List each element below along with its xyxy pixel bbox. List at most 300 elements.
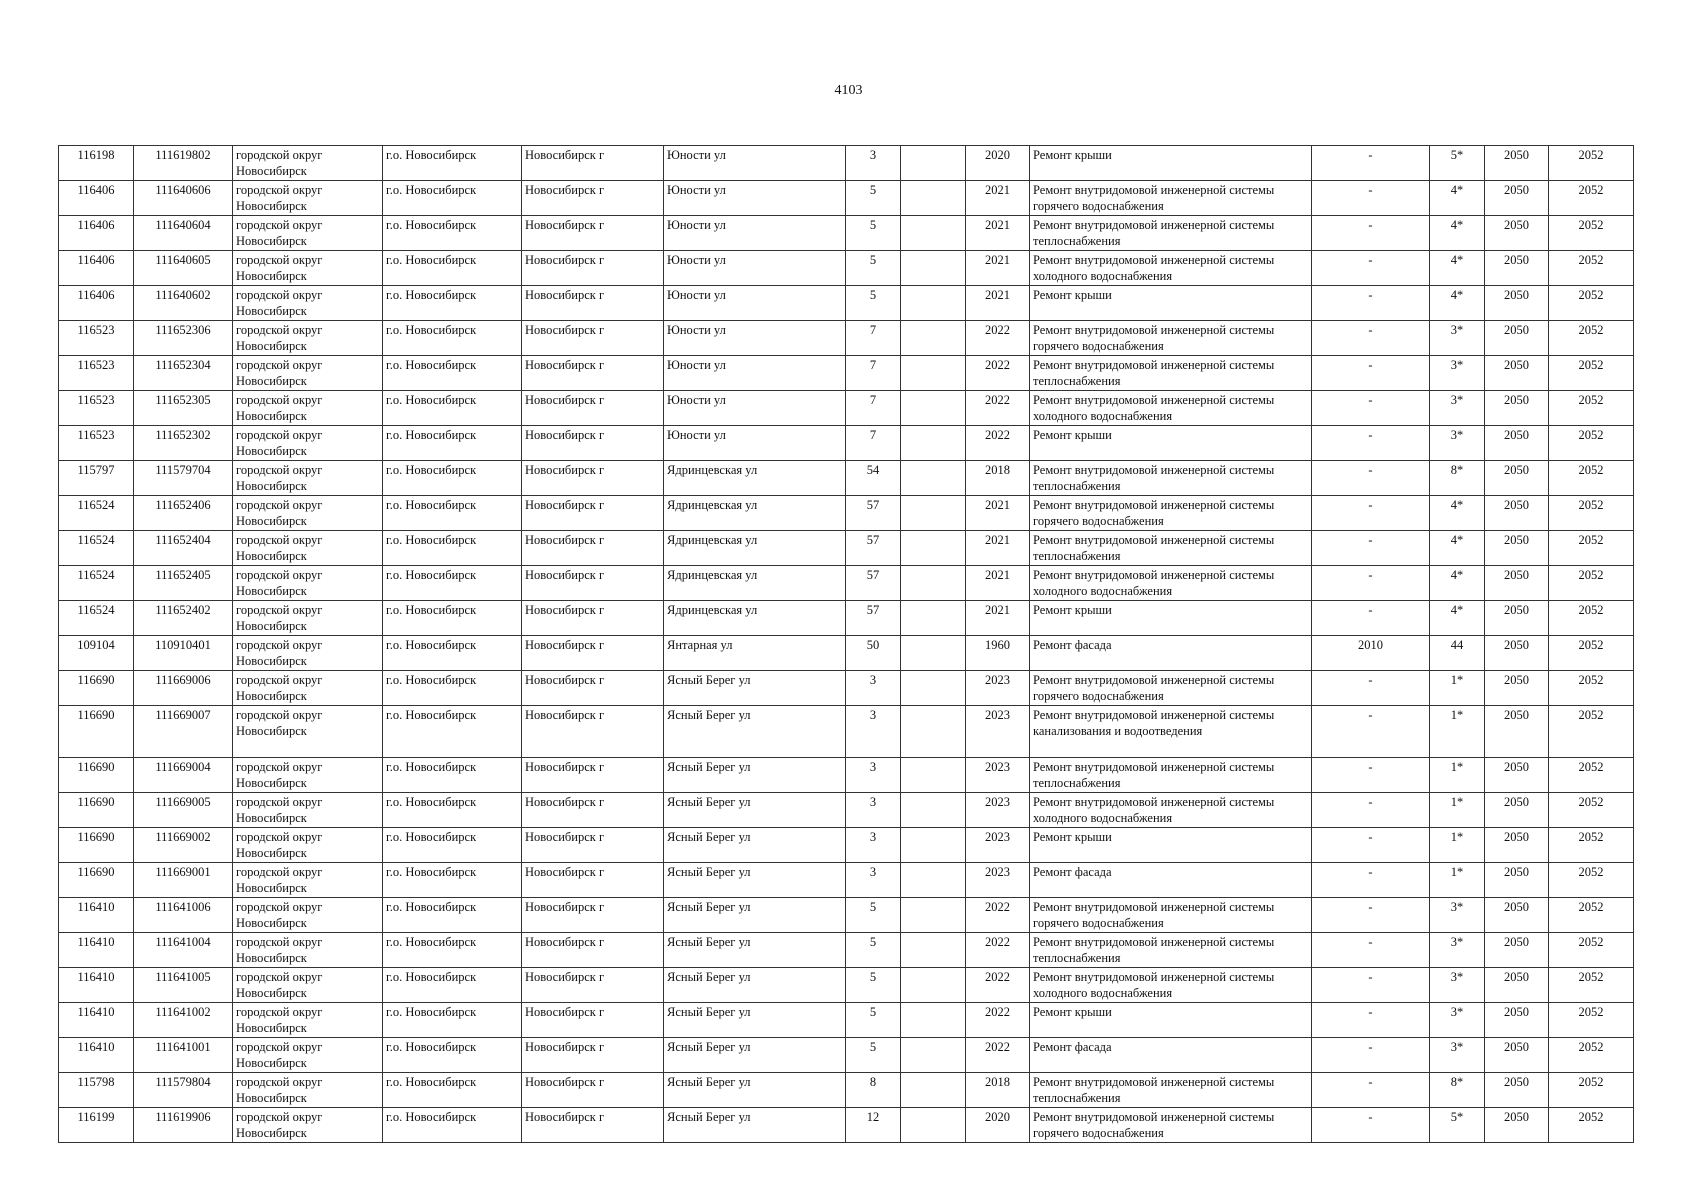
cell-municipal-district: г.о. Новосибирск xyxy=(383,461,522,496)
table-row xyxy=(59,391,1634,426)
cell-municipality: городской округ Новосибирск xyxy=(233,706,383,758)
cell-municipal-district: г.о. Новосибирск xyxy=(383,828,522,863)
cell-record-id: 116523 xyxy=(59,426,134,461)
cell-last-repair-year: - xyxy=(1312,321,1430,356)
cell-plan-start-year: 2050 xyxy=(1485,601,1549,636)
cell-record-id: 116524 xyxy=(59,496,134,531)
cell-settlement: Новосибирск г xyxy=(522,1038,664,1073)
cell-street: Ядринцевская ул xyxy=(664,461,846,496)
cell-municipal-district: г.о. Новосибирск xyxy=(383,933,522,968)
cell-municipal-district: г.о. Новосибирск xyxy=(383,566,522,601)
cell-settlement: Новосибирск г xyxy=(522,531,664,566)
cell-settlement: Новосибирск г xyxy=(522,391,664,426)
cell-record-id: 116406 xyxy=(59,286,134,321)
cell-plan-end-year: 2052 xyxy=(1549,968,1634,1003)
cell-object-code: 111641006 xyxy=(134,898,233,933)
cell-plan-end-year: 2052 xyxy=(1549,496,1634,531)
cell-record-id: 116523 xyxy=(59,391,134,426)
cell-plan-end-year: 2052 xyxy=(1549,636,1634,671)
cell-settlement: Новосибирск г xyxy=(522,286,664,321)
cell-last-repair-year: - xyxy=(1312,391,1430,426)
cell-house-number: 54 xyxy=(846,461,901,496)
cell-street: Юности ул xyxy=(664,216,846,251)
cell-plan-end-year: 2052 xyxy=(1549,863,1634,898)
cell-building xyxy=(901,531,966,566)
cell-plan-start-year: 2050 xyxy=(1485,968,1549,1003)
cell-year-built: 2022 xyxy=(966,898,1030,933)
cell-plan-start-year: 2050 xyxy=(1485,1073,1549,1108)
cell-wear: 1* xyxy=(1430,706,1485,758)
cell-street: Ясный Берег ул xyxy=(664,968,846,1003)
cell-municipal-district: г.о. Новосибирск xyxy=(383,863,522,898)
cell-record-id: 116410 xyxy=(59,933,134,968)
cell-municipal-district: г.о. Новосибирск xyxy=(383,636,522,671)
cell-settlement: Новосибирск г xyxy=(522,566,664,601)
table-row xyxy=(59,968,1634,1003)
cell-municipal-district: г.о. Новосибирск xyxy=(383,793,522,828)
cell-settlement: Новосибирск г xyxy=(522,146,664,181)
table-row xyxy=(59,898,1634,933)
cell-year-built: 2021 xyxy=(966,601,1030,636)
cell-municipality: городской округ Новосибирск xyxy=(233,933,383,968)
cell-street: Ясный Берег ул xyxy=(664,793,846,828)
cell-object-code: 111640602 xyxy=(134,286,233,321)
cell-house-number: 5 xyxy=(846,1038,901,1073)
cell-municipal-district: г.о. Новосибирск xyxy=(383,321,522,356)
cell-municipality: городской округ Новосибирск xyxy=(233,356,383,391)
cell-object-code: 111669006 xyxy=(134,671,233,706)
cell-year-built: 2022 xyxy=(966,391,1030,426)
cell-year-built: 2022 xyxy=(966,1038,1030,1073)
cell-municipality: городской округ Новосибирск xyxy=(233,426,383,461)
cell-municipal-district: г.о. Новосибирск xyxy=(383,968,522,1003)
cell-street: Юности ул xyxy=(664,181,846,216)
cell-street: Ясный Берег ул xyxy=(664,933,846,968)
cell-settlement: Новосибирск г xyxy=(522,356,664,391)
cell-building xyxy=(901,566,966,601)
cell-wear: 1* xyxy=(1430,793,1485,828)
cell-plan-start-year: 2050 xyxy=(1485,933,1549,968)
table-row xyxy=(59,1038,1634,1073)
cell-wear: 5* xyxy=(1430,146,1485,181)
cell-work-type: Ремонт внутридомовой инженерной системы горячего водоснабжения xyxy=(1030,898,1312,933)
cell-street: Янтарная ул xyxy=(664,636,846,671)
cell-building xyxy=(901,216,966,251)
cell-last-repair-year: - xyxy=(1312,1073,1430,1108)
cell-last-repair-year: - xyxy=(1312,671,1430,706)
cell-object-code: 111640605 xyxy=(134,251,233,286)
cell-street: Ясный Берег ул xyxy=(664,863,846,898)
cell-last-repair-year: - xyxy=(1312,863,1430,898)
cell-work-type: Ремонт крыши xyxy=(1030,426,1312,461)
cell-municipal-district: г.о. Новосибирск xyxy=(383,216,522,251)
cell-record-id: 116410 xyxy=(59,898,134,933)
cell-wear: 4* xyxy=(1430,216,1485,251)
cell-settlement: Новосибирск г xyxy=(522,496,664,531)
cell-record-id: 116199 xyxy=(59,1108,134,1143)
cell-object-code: 111641004 xyxy=(134,933,233,968)
cell-plan-start-year: 2050 xyxy=(1485,793,1549,828)
cell-plan-start-year: 2050 xyxy=(1485,1003,1549,1038)
cell-building xyxy=(901,968,966,1003)
cell-house-number: 3 xyxy=(846,706,901,758)
cell-year-built: 2021 xyxy=(966,286,1030,321)
cell-street: Юности ул xyxy=(664,286,846,321)
cell-work-type: Ремонт внутридомовой инженерной системы холодного водоснабжения xyxy=(1030,391,1312,426)
cell-plan-end-year: 2052 xyxy=(1549,426,1634,461)
cell-house-number: 5 xyxy=(846,251,901,286)
cell-municipality: городской округ Новосибирск xyxy=(233,181,383,216)
cell-municipality: городской округ Новосибирск xyxy=(233,793,383,828)
cell-building xyxy=(901,146,966,181)
cell-object-code: 110910401 xyxy=(134,636,233,671)
cell-house-number: 3 xyxy=(846,146,901,181)
cell-year-built: 2023 xyxy=(966,793,1030,828)
cell-work-type: Ремонт крыши xyxy=(1030,146,1312,181)
cell-plan-end-year: 2052 xyxy=(1549,1073,1634,1108)
cell-last-repair-year: - xyxy=(1312,531,1430,566)
cell-settlement: Новосибирск г xyxy=(522,758,664,793)
cell-plan-start-year: 2050 xyxy=(1485,706,1549,758)
cell-year-built: 2023 xyxy=(966,758,1030,793)
cell-last-repair-year: - xyxy=(1312,566,1430,601)
cell-last-repair-year: - xyxy=(1312,356,1430,391)
cell-work-type: Ремонт внутридомовой инженерной системы теплоснабжения xyxy=(1030,216,1312,251)
cell-municipality: городской округ Новосибирск xyxy=(233,601,383,636)
cell-wear: 4* xyxy=(1430,566,1485,601)
cell-street: Ясный Берег ул xyxy=(664,1073,846,1108)
cell-record-id: 116523 xyxy=(59,321,134,356)
cell-house-number: 5 xyxy=(846,216,901,251)
cell-plan-end-year: 2052 xyxy=(1549,146,1634,181)
cell-building xyxy=(901,1108,966,1143)
cell-settlement: Новосибирск г xyxy=(522,898,664,933)
cell-record-id: 116690 xyxy=(59,863,134,898)
cell-record-id: 116524 xyxy=(59,601,134,636)
cell-plan-start-year: 2050 xyxy=(1485,286,1549,321)
cell-municipal-district: г.о. Новосибирск xyxy=(383,601,522,636)
cell-municipal-district: г.о. Новосибирск xyxy=(383,706,522,758)
cell-street: Ядринцевская ул xyxy=(664,496,846,531)
cell-street: Ясный Берег ул xyxy=(664,1003,846,1038)
cell-work-type: Ремонт внутридомовой инженерной системы теплоснабжения xyxy=(1030,461,1312,496)
cell-house-number: 5 xyxy=(846,968,901,1003)
cell-work-type: Ремонт внутридомовой инженерной системы горячего водоснабжения xyxy=(1030,181,1312,216)
cell-municipality: городской округ Новосибирск xyxy=(233,968,383,1003)
cell-object-code: 111641002 xyxy=(134,1003,233,1038)
cell-plan-start-year: 2050 xyxy=(1485,898,1549,933)
cell-work-type: Ремонт внутридомовой инженерной системы холодного водоснабжения xyxy=(1030,793,1312,828)
cell-wear: 4* xyxy=(1430,496,1485,531)
cell-work-type: Ремонт внутридомовой инженерной системы теплоснабжения xyxy=(1030,1073,1312,1108)
table-row xyxy=(59,601,1634,636)
cell-plan-end-year: 2052 xyxy=(1549,758,1634,793)
cell-settlement: Новосибирск г xyxy=(522,251,664,286)
cell-street: Юности ул xyxy=(664,146,846,181)
cell-record-id: 116690 xyxy=(59,828,134,863)
cell-municipality: городской округ Новосибирск xyxy=(233,898,383,933)
cell-wear: 1* xyxy=(1430,828,1485,863)
cell-municipality: городской округ Новосибирск xyxy=(233,391,383,426)
cell-house-number: 3 xyxy=(846,828,901,863)
cell-plan-start-year: 2050 xyxy=(1485,828,1549,863)
cell-object-code: 111652402 xyxy=(134,601,233,636)
cell-plan-end-year: 2052 xyxy=(1549,286,1634,321)
cell-building xyxy=(901,356,966,391)
cell-object-code: 111619802 xyxy=(134,146,233,181)
cell-plan-start-year: 2050 xyxy=(1485,181,1549,216)
cell-plan-start-year: 2050 xyxy=(1485,758,1549,793)
cell-object-code: 111640604 xyxy=(134,216,233,251)
cell-plan-end-year: 2052 xyxy=(1549,898,1634,933)
cell-municipality: городской округ Новосибирск xyxy=(233,461,383,496)
cell-settlement: Новосибирск г xyxy=(522,828,664,863)
cell-plan-start-year: 2050 xyxy=(1485,1038,1549,1073)
cell-plan-start-year: 2050 xyxy=(1485,391,1549,426)
cell-street: Юности ул xyxy=(664,321,846,356)
cell-record-id: 116406 xyxy=(59,251,134,286)
table-row xyxy=(59,933,1634,968)
cell-house-number: 7 xyxy=(846,391,901,426)
cell-municipality: городской округ Новосибирск xyxy=(233,1108,383,1143)
cell-plan-end-year: 2052 xyxy=(1549,671,1634,706)
table-row xyxy=(59,566,1634,601)
cell-wear: 4* xyxy=(1430,286,1485,321)
cell-plan-end-year: 2052 xyxy=(1549,181,1634,216)
cell-building xyxy=(901,758,966,793)
cell-plan-end-year: 2052 xyxy=(1549,391,1634,426)
cell-wear: 4* xyxy=(1430,181,1485,216)
cell-building xyxy=(901,601,966,636)
table-row xyxy=(59,671,1634,706)
cell-wear: 1* xyxy=(1430,863,1485,898)
cell-object-code: 111652405 xyxy=(134,566,233,601)
cell-building xyxy=(901,426,966,461)
cell-year-built: 1960 xyxy=(966,636,1030,671)
cell-municipal-district: г.о. Новосибирск xyxy=(383,356,522,391)
cell-last-repair-year: - xyxy=(1312,968,1430,1003)
cell-house-number: 57 xyxy=(846,531,901,566)
cell-work-type: Ремонт внутридомовой инженерной системы горячего водоснабжения xyxy=(1030,321,1312,356)
cell-year-built: 2023 xyxy=(966,671,1030,706)
cell-plan-start-year: 2050 xyxy=(1485,216,1549,251)
cell-record-id: 116410 xyxy=(59,1038,134,1073)
cell-work-type: Ремонт внутридомовой инженерной системы канализования и водоотведения xyxy=(1030,706,1312,758)
cell-house-number: 57 xyxy=(846,566,901,601)
cell-municipality: городской округ Новосибирск xyxy=(233,566,383,601)
cell-wear: 4* xyxy=(1430,601,1485,636)
cell-plan-end-year: 2052 xyxy=(1549,566,1634,601)
cell-object-code: 111619906 xyxy=(134,1108,233,1143)
cell-municipal-district: г.о. Новосибирск xyxy=(383,286,522,321)
cell-record-id: 115797 xyxy=(59,461,134,496)
cell-street: Ясный Берег ул xyxy=(664,898,846,933)
table-row xyxy=(59,426,1634,461)
cell-municipal-district: г.о. Новосибирск xyxy=(383,391,522,426)
cell-municipality: городской округ Новосибирск xyxy=(233,863,383,898)
cell-house-number: 7 xyxy=(846,321,901,356)
cell-municipal-district: г.о. Новосибирск xyxy=(383,1108,522,1143)
cell-record-id: 116690 xyxy=(59,706,134,758)
cell-record-id: 109104 xyxy=(59,636,134,671)
cell-house-number: 5 xyxy=(846,1003,901,1038)
table-row xyxy=(59,321,1634,356)
table-row xyxy=(59,1003,1634,1038)
cell-municipal-district: г.о. Новосибирск xyxy=(383,496,522,531)
cell-street: Юности ул xyxy=(664,426,846,461)
table-row xyxy=(59,828,1634,863)
cell-street: Ясный Берег ул xyxy=(664,1038,846,1073)
cell-house-number: 50 xyxy=(846,636,901,671)
cell-building xyxy=(901,671,966,706)
cell-settlement: Новосибирск г xyxy=(522,1073,664,1108)
cell-plan-end-year: 2052 xyxy=(1549,531,1634,566)
cell-plan-start-year: 2050 xyxy=(1485,251,1549,286)
cell-last-repair-year: - xyxy=(1312,1038,1430,1073)
cell-work-type: Ремонт внутридомовой инженерной системы горячего водоснабжения xyxy=(1030,1108,1312,1143)
cell-work-type: Ремонт крыши xyxy=(1030,828,1312,863)
cell-municipality: городской округ Новосибирск xyxy=(233,496,383,531)
cell-settlement: Новосибирск г xyxy=(522,1108,664,1143)
cell-wear: 3* xyxy=(1430,968,1485,1003)
cell-building xyxy=(901,496,966,531)
cell-wear: 3* xyxy=(1430,391,1485,426)
cell-street: Юности ул xyxy=(664,356,846,391)
cell-street: Ясный Берег ул xyxy=(664,671,846,706)
cell-house-number: 3 xyxy=(846,671,901,706)
cell-house-number: 12 xyxy=(846,1108,901,1143)
cell-municipality: городской округ Новосибирск xyxy=(233,1003,383,1038)
cell-last-repair-year: - xyxy=(1312,828,1430,863)
cell-plan-end-year: 2052 xyxy=(1549,251,1634,286)
cell-record-id: 116524 xyxy=(59,566,134,601)
cell-last-repair-year: - xyxy=(1312,496,1430,531)
cell-object-code: 111641005 xyxy=(134,968,233,1003)
cell-house-number: 8 xyxy=(846,1073,901,1108)
cell-work-type: Ремонт фасада xyxy=(1030,1038,1312,1073)
cell-wear: 3* xyxy=(1430,1003,1485,1038)
cell-house-number: 5 xyxy=(846,286,901,321)
cell-plan-end-year: 2052 xyxy=(1549,1038,1634,1073)
cell-street: Ядринцевская ул xyxy=(664,601,846,636)
cell-object-code: 111652406 xyxy=(134,496,233,531)
cell-year-built: 2021 xyxy=(966,181,1030,216)
cell-object-code: 111652302 xyxy=(134,426,233,461)
cell-work-type: Ремонт внутридомовой инженерной системы теплоснабжения xyxy=(1030,531,1312,566)
cell-municipality: городской округ Новосибирск xyxy=(233,671,383,706)
cell-house-number: 5 xyxy=(846,933,901,968)
cell-wear: 3* xyxy=(1430,933,1485,968)
cell-municipal-district: г.о. Новосибирск xyxy=(383,671,522,706)
table-row xyxy=(59,1073,1634,1108)
cell-plan-start-year: 2050 xyxy=(1485,1108,1549,1143)
cell-record-id: 115798 xyxy=(59,1073,134,1108)
cell-wear: 1* xyxy=(1430,671,1485,706)
cell-building xyxy=(901,933,966,968)
cell-street: Ясный Берег ул xyxy=(664,1108,846,1143)
cell-street: Юности ул xyxy=(664,391,846,426)
cell-municipality: городской округ Новосибирск xyxy=(233,286,383,321)
cell-year-built: 2022 xyxy=(966,356,1030,391)
cell-municipal-district: г.о. Новосибирск xyxy=(383,1003,522,1038)
cell-street: Ядринцевская ул xyxy=(664,531,846,566)
cell-last-repair-year: - xyxy=(1312,251,1430,286)
cell-record-id: 116524 xyxy=(59,531,134,566)
cell-year-built: 2021 xyxy=(966,531,1030,566)
cell-last-repair-year: - xyxy=(1312,933,1430,968)
cell-municipality: городской округ Новосибирск xyxy=(233,146,383,181)
cell-plan-end-year: 2052 xyxy=(1549,216,1634,251)
cell-year-built: 2021 xyxy=(966,566,1030,601)
cell-plan-end-year: 2052 xyxy=(1549,793,1634,828)
cell-last-repair-year: - xyxy=(1312,286,1430,321)
cell-year-built: 2022 xyxy=(966,1003,1030,1038)
cell-municipality: городской округ Новосибирск xyxy=(233,1073,383,1108)
cell-object-code: 111669005 xyxy=(134,793,233,828)
cell-municipal-district: г.о. Новосибирск xyxy=(383,251,522,286)
cell-settlement: Новосибирск г xyxy=(522,461,664,496)
cell-record-id: 116406 xyxy=(59,181,134,216)
cell-plan-start-year: 2050 xyxy=(1485,356,1549,391)
cell-plan-end-year: 2052 xyxy=(1549,933,1634,968)
cell-building xyxy=(901,1038,966,1073)
cell-record-id: 116523 xyxy=(59,356,134,391)
cell-house-number: 5 xyxy=(846,898,901,933)
cell-plan-start-year: 2050 xyxy=(1485,146,1549,181)
cell-settlement: Новосибирск г xyxy=(522,968,664,1003)
cell-work-type: Ремонт внутридомовой инженерной системы теплоснабжения xyxy=(1030,933,1312,968)
cell-record-id: 116690 xyxy=(59,793,134,828)
cell-work-type: Ремонт внутридомовой инженерной системы теплоснабжения xyxy=(1030,758,1312,793)
cell-plan-end-year: 2052 xyxy=(1549,1003,1634,1038)
cell-municipal-district: г.о. Новосибирск xyxy=(383,898,522,933)
cell-object-code: 111641001 xyxy=(134,1038,233,1073)
cell-object-code: 111652404 xyxy=(134,531,233,566)
cell-municipal-district: г.о. Новосибирск xyxy=(383,146,522,181)
cell-last-repair-year: - xyxy=(1312,706,1430,758)
cell-municipal-district: г.о. Новосибирск xyxy=(383,426,522,461)
cell-record-id: 116410 xyxy=(59,1003,134,1038)
cell-building xyxy=(901,321,966,356)
cell-object-code: 111669007 xyxy=(134,706,233,758)
cell-wear: 5* xyxy=(1430,1108,1485,1143)
cell-municipality: городской округ Новосибирск xyxy=(233,636,383,671)
cell-street: Ясный Берег ул xyxy=(664,828,846,863)
cell-wear: 3* xyxy=(1430,898,1485,933)
cell-plan-start-year: 2050 xyxy=(1485,566,1549,601)
cell-house-number: 3 xyxy=(846,758,901,793)
registry-table xyxy=(58,145,1634,1143)
cell-wear: 4* xyxy=(1430,251,1485,286)
cell-house-number: 7 xyxy=(846,426,901,461)
cell-work-type: Ремонт внутридомовой инженерной системы горячего водоснабжения xyxy=(1030,496,1312,531)
cell-settlement: Новосибирск г xyxy=(522,181,664,216)
cell-municipal-district: г.о. Новосибирск xyxy=(383,758,522,793)
cell-municipality: городской округ Новосибирск xyxy=(233,216,383,251)
cell-work-type: Ремонт крыши xyxy=(1030,286,1312,321)
cell-year-built: 2021 xyxy=(966,496,1030,531)
cell-settlement: Новосибирск г xyxy=(522,1003,664,1038)
cell-house-number: 3 xyxy=(846,793,901,828)
cell-wear: 3* xyxy=(1430,356,1485,391)
cell-object-code: 111652306 xyxy=(134,321,233,356)
cell-building xyxy=(901,1073,966,1108)
cell-municipal-district: г.о. Новосибирск xyxy=(383,1073,522,1108)
cell-last-repair-year: - xyxy=(1312,1108,1430,1143)
cell-object-code: 111579704 xyxy=(134,461,233,496)
cell-building xyxy=(901,636,966,671)
cell-plan-end-year: 2052 xyxy=(1549,356,1634,391)
